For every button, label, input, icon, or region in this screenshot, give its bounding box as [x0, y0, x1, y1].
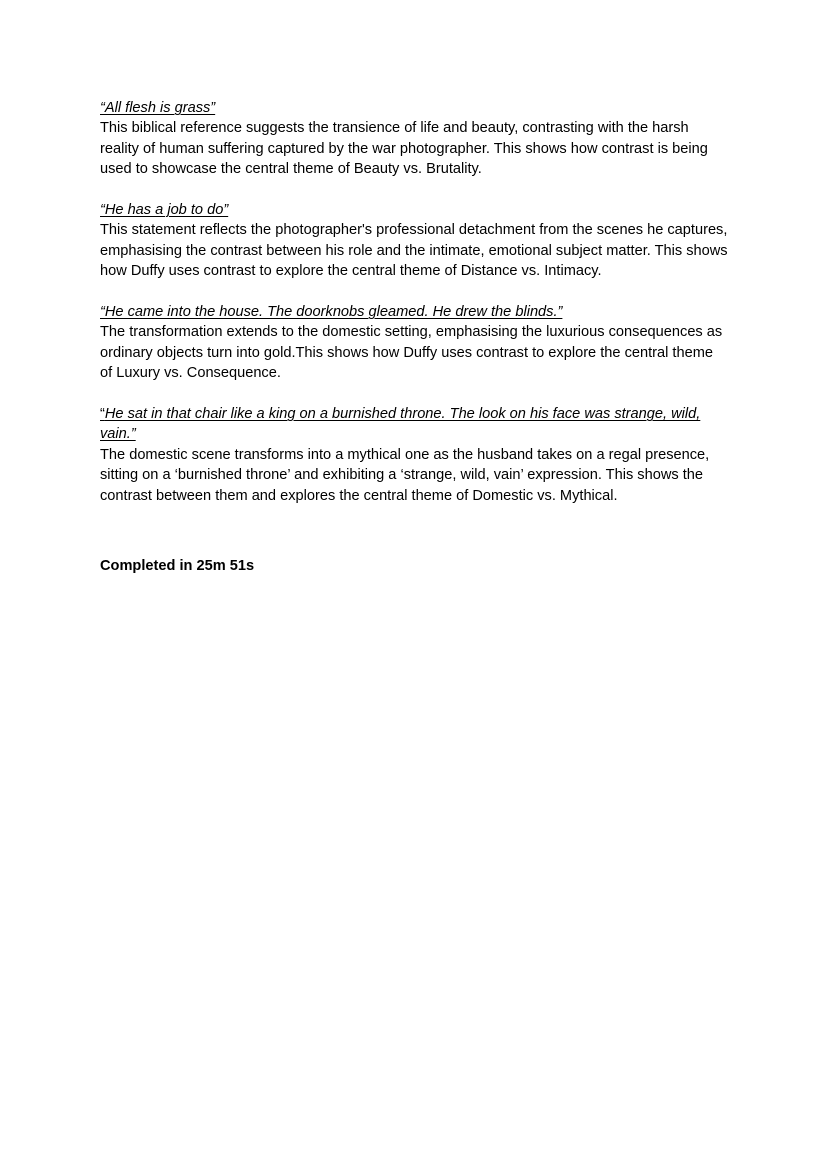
analysis-paragraph: The transformation extends to the domestic setting, emphasising the luxurious consequences as ordinary objects turn into gold.This shows how Duffy uses contrast to explore the central theme of Luxury vs. Consequence. [100, 324, 723, 382]
analysis-paragraph: The domestic scene transforms into a mythical one as the husband takes on a regal presence, sitting on a ‘burnished throne’ and exhibiting a ‘strange, wild, vain’ expression. This shows the contrast between them and explores the central theme of Domestic vs. Mythical. [100, 446, 710, 504]
completion-time: Completed in 25m 51s [100, 558, 255, 575]
quote-body: “All flesh is grass” [100, 100, 216, 116]
quote-text [100, 302, 728, 322]
quote-entry-3 [100, 302, 728, 384]
quote-open-mark: “ [100, 406, 105, 423]
quote-entry-1 [100, 98, 728, 180]
quote-entry-2 [100, 200, 728, 282]
quote-text [100, 98, 728, 118]
quote-body: He sat in that chair like a king on a burnished throne. The look on his face was strange, wild, vain.” [100, 406, 701, 443]
quote-body: “He has a job to do” [100, 202, 229, 219]
quote-text [100, 200, 728, 220]
document-body [100, 98, 728, 576]
quote-entry-4 [100, 404, 728, 506]
quote-text [100, 404, 728, 445]
analysis-paragraph: This biblical reference suggests the transience of life and beauty, contrasting with the harsh reality of human suffering captured by the war photographer. This shows how contrast is being used to showcase the central theme of Beauty vs. Brutality. [100, 120, 708, 178]
analysis-paragraph: This statement reflects the photographer's professional detachment from the scenes he captures, emphasising the contrast between his role and the intimate, emotional subject matter. This shows how Duffy uses contrast to explore the central theme of Distance vs. Intimacy. [100, 222, 728, 280]
quote-body: “He came into the house. The doorknobs gleamed. He drew the blinds.” [100, 304, 563, 321]
